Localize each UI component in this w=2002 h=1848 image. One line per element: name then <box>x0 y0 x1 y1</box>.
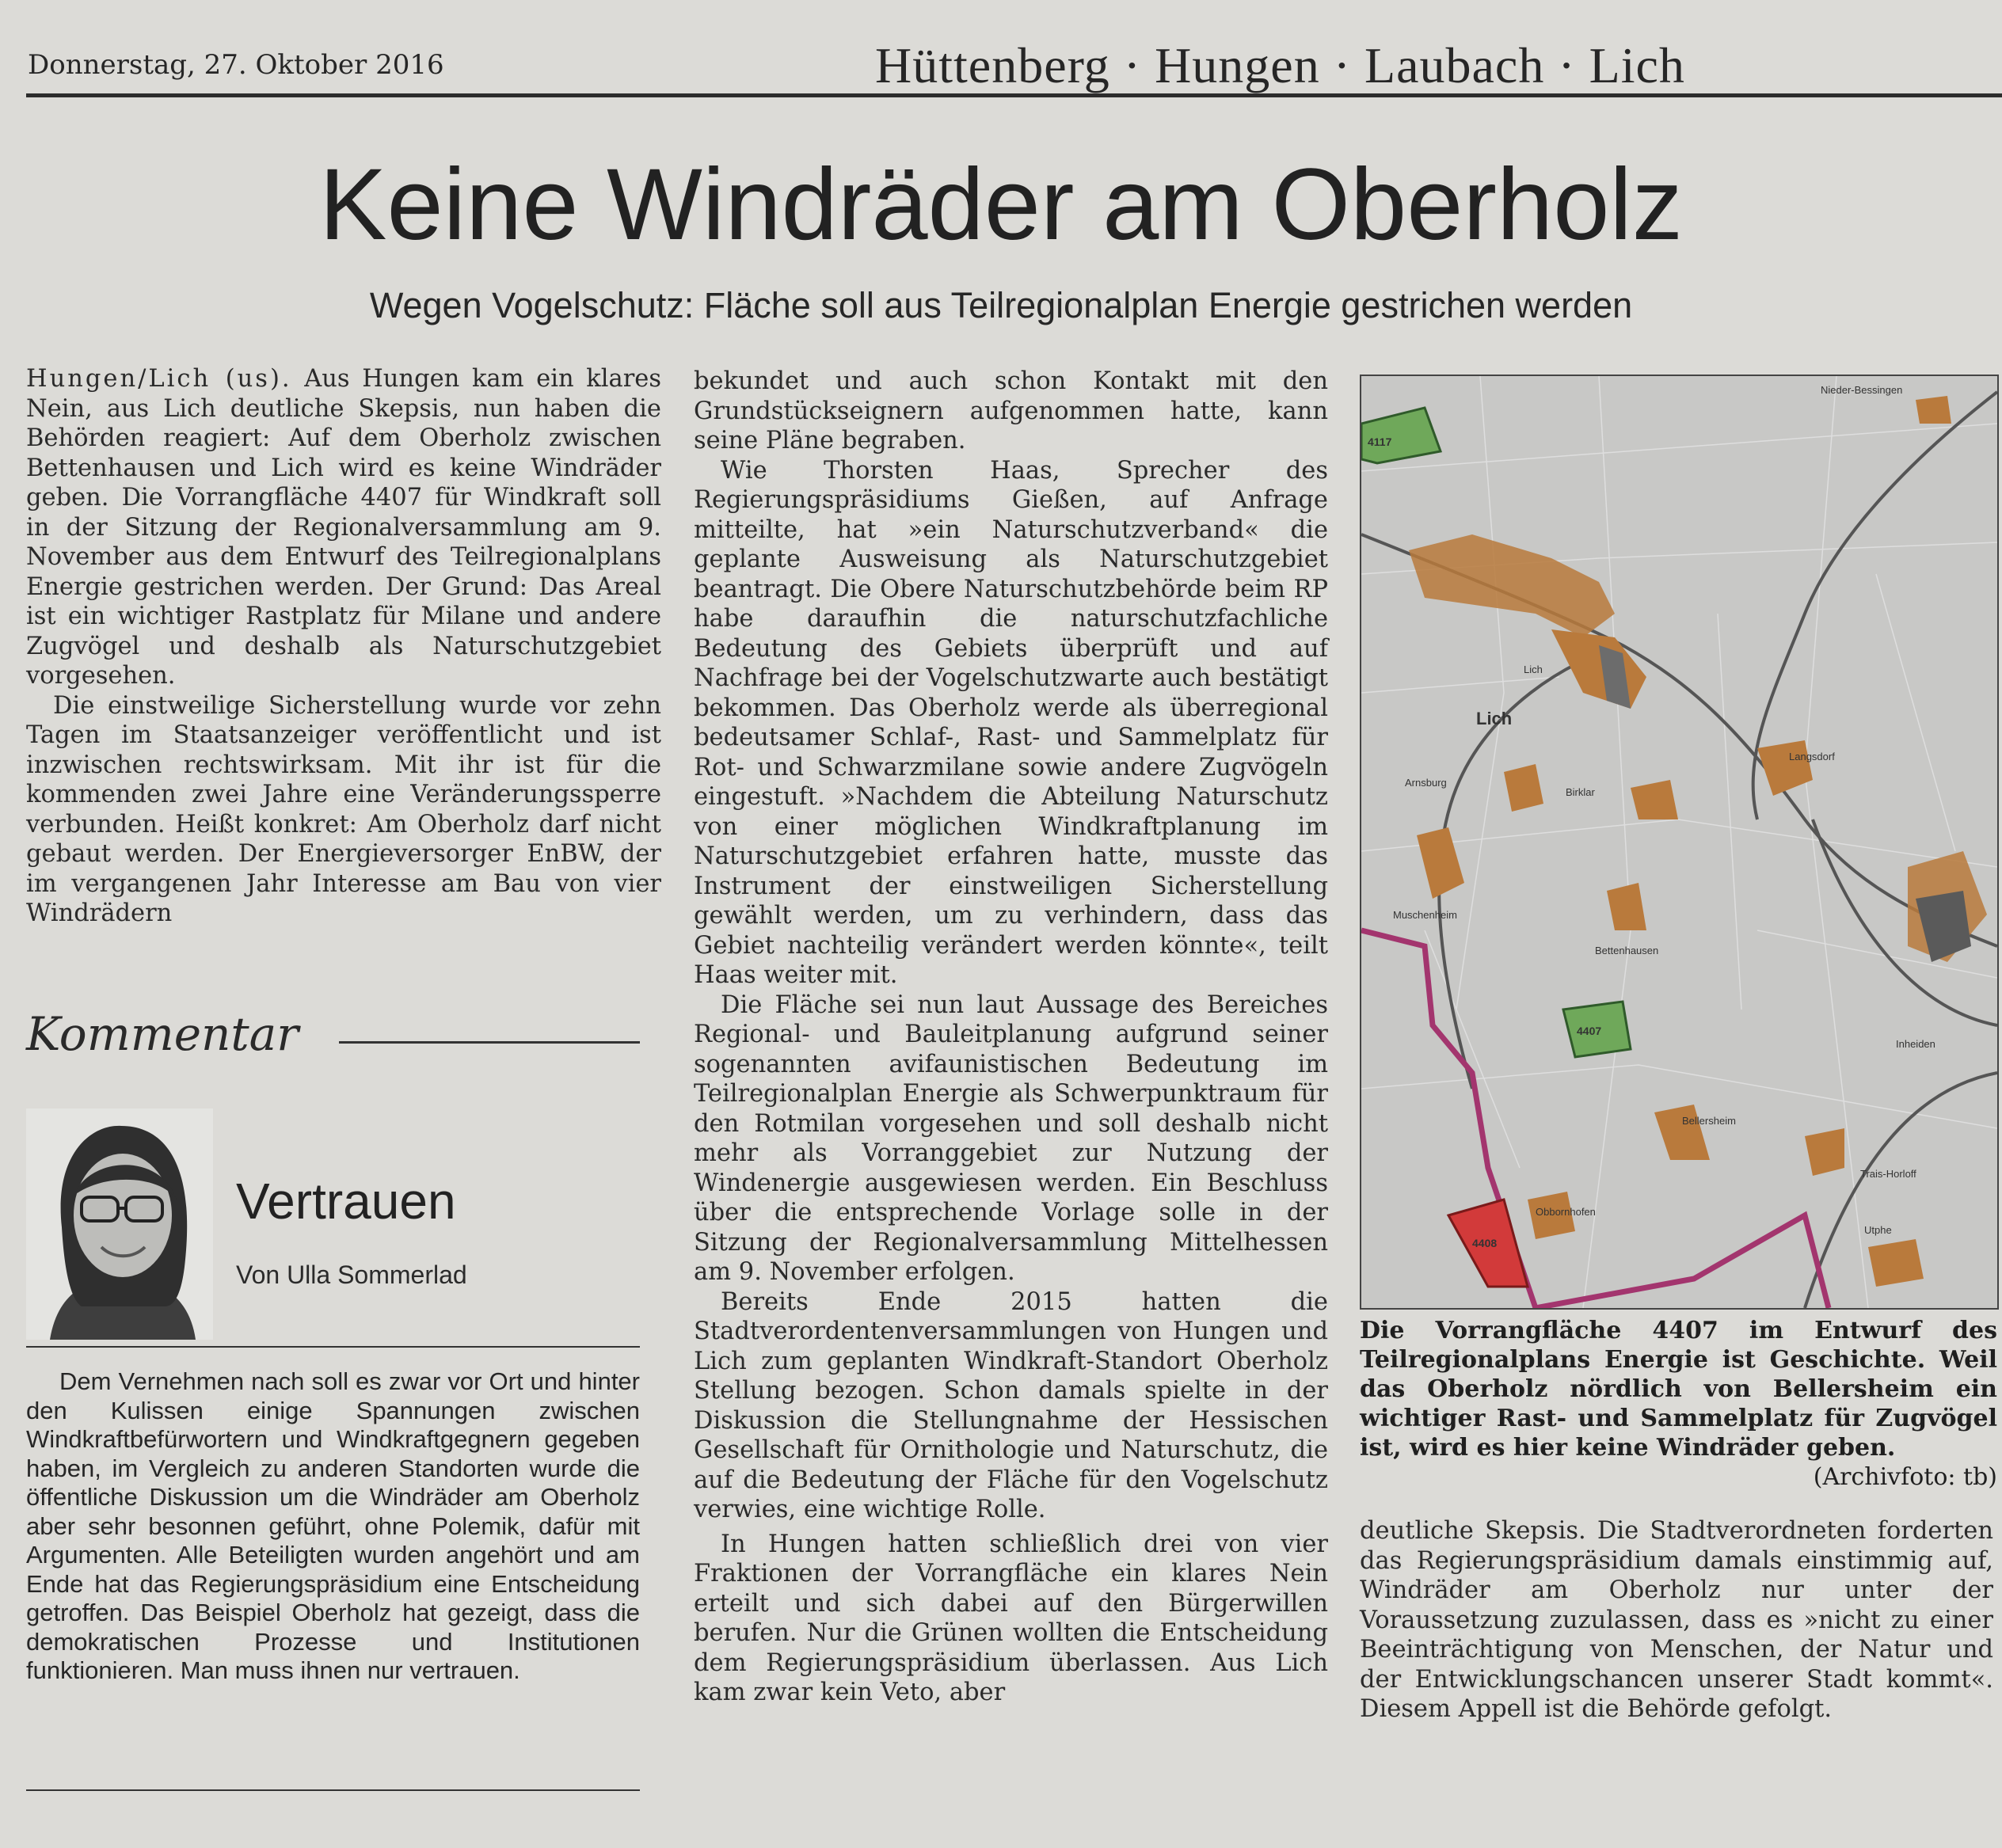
commentary-paragraph: Dem Vernehmen nach soll es zwar vor Ort und hinter den Kulissen einige Spannungen zwischen Windkraftbefürwortern und Windkraftgegnern gegeben haben, im Vergleich zu anderen Standorten wurde die öffentliche Diskussion um die Windräder am Oberholz aber sehr besonnen geführt, ohne Polemik, dafür mit Argumenten. Alle Beteiligten wurden angehört und am Ende hat das Regierungspräsidium eine Entscheidung getroffen. Das Beispiel Oberholz hat gezeigt, dass die demokratischen Prozesse und Institutionen funktionieren. Man muss ihnen nur vertrauen. <box>26 1367 640 1684</box>
masthead-rule <box>26 93 2002 97</box>
place-label: Inheiden <box>1896 1038 1935 1050</box>
photo-credit: (Archivfoto: tb) <box>1813 1463 1997 1491</box>
article-paragraph: Die Fläche sei nun laut Aussage des Bereiches Regional- und Bauleitplanung aufgrund seiner sogenannten avifaunistischen Bedeutung im Teilregionalplan Energie als Schwerpunktraum für den Rotmilan vorgesehen und soll deshalb nicht mehr als Vorranggebiet zur Nutzung der Windenergie ausgewiesen werden. Ein Beschluss über die entsprechende Vorlage solle in der Sitzung der Regionalversammlung Mittelhessen am 9. November erfolgen. <box>694 991 1328 1286</box>
article-column-1 <box>26 364 661 929</box>
place-label: Obbornhofen <box>1536 1206 1596 1218</box>
place-label: Bellersheim <box>1682 1115 1736 1127</box>
article-paragraph-text: Aus Hungen kam ein klares Nein, aus Lich deutliche Skepsis, nun haben die Behörden reagiert: Auf dem Oberholz zwischen Bettenhausen und Lich wird es keine Windräder geben. Die Vorrangfläche 4407 für Windkraft soll in der Sitzung der Regionalversammlung am 9. November aus dem Entwurf des Teilregionalplans Energie gestrichen werden. Der Grund: Das Areal ist ein wichtiger Rastplatz für Milane und andere Zugvögel und deshalb als Naturschutzgebiet vorgesehen. <box>26 365 661 690</box>
headline: Keine Windräder am Oberholz <box>319 148 1683 261</box>
place-label: Arnsburg <box>1405 777 1447 789</box>
article-paragraph: In Hungen hatten schließlich drei von vier Fraktionen der Vorrangfläche ein klares Nein erteilt und sich dabei auf den Bürgerwillen berufen. Nur die Grünen wollten die Entscheidung dem Regierungspräsidium überlassen. Aus Lich kam zwar kein Veto, aber <box>694 1530 1328 1706</box>
section-places: Hüttenberg · Hungen · Laubach · Lich <box>875 37 1685 93</box>
article-paragraph <box>26 364 661 691</box>
zone-label-4407: 4407 <box>1577 1025 1602 1037</box>
article-paragraph: bekundet und auch schon Kontakt mit den Grundstückseignern aufgenommen hatte, kann seine Pläne begraben. <box>694 367 1328 454</box>
map-caption <box>1360 1316 1997 1492</box>
commentary-label-rule <box>339 1041 640 1044</box>
commentary-divider-bottom <box>26 1789 640 1791</box>
planning-map <box>1360 375 1999 1310</box>
place-label: Langsdorf <box>1789 751 1835 762</box>
subheadline: Wegen Vogelschutz: Fläche soll aus Teilregionalplan Energie gestrichen werden <box>369 285 1633 325</box>
commentary-label: Kommentar <box>26 1007 299 1061</box>
article-paragraph: Bereits Ende 2015 hatten die Stadtverordentenversammlungen von Hungen und Lich zum geplanten Windkraft-Standort Oberholz Stellung bezogen. Schon damals spielte in der Diskussion die Stellungnahme der Hessischen Gesellschaft für Ornithologie und Naturschutz, die auf die Bedeutung der Fläche für den Vogelschutz verwies, eine wichtige Rolle. <box>694 1287 1328 1523</box>
author-portrait <box>26 1108 213 1340</box>
issue-date: Donnerstag, 27. Oktober 2016 <box>28 49 444 81</box>
place-label: Birklar <box>1566 786 1595 798</box>
article-column-3 <box>1360 1516 1993 1724</box>
caption-text: Die Vorrangfläche 4407 im Entwurf des Teilregionalplans Energie ist Geschichte. Weil das Oberholz nördlich von Bellersheim ein wichtiger Rast- und Sammelplatz für Zugvögel ist, wird es hier keine Windräder geben. <box>1360 1317 1997 1462</box>
place-label: Muschenheim <box>1393 909 1457 921</box>
article-paragraph: Wie Thorsten Haas, Sprecher des Regierungspräsidiums Gießen, auf Anfrage mitteilte, hat »ein Naturschutzverband« die geplante Ausweisung als Naturschutzgebiet beantragt. Die Obere Naturschutzbehörde beim RP habe daraufhin die naturschutzfachliche Bedeutung des Gebiets überprüft und auf Nachfrage bei der Vogelschutzwarte auch bestätigt bekommen. Das Oberholz werde als überregional bedeutsamer Schlaf-, Rast- und Sammelplatz für Rot- und Schwarzmilane sowie andere Zugvögeln eingestuft. »Nachdem die Abteilung Naturschutz von einer möglichen Windkraftplanung im Naturschutzgebiet erfahren hatte, musste das Instrument der einstweiligen Sicherstellung gewählt werden, um zu verhindern, dass das Gebiet nachteilig verändert werden könnte«, teilt Haas weiter mit. <box>694 456 1328 989</box>
place-label: Trais-Horloff <box>1860 1168 1916 1180</box>
place-label: Utphe <box>1864 1224 1892 1236</box>
place-label: Nieder-Bessingen <box>1821 384 1903 396</box>
article-paragraph: deutliche Skepsis. Die Stadtverordneten forderten das Regierungspräsidium damals einstimmig auf, Windräder am Oberholz nur unter der Voraussetzung zuzulassen, dass es »nicht zu einer Beeinträchtigung von Menschen, der Natur und der Entwicklungschancen unserer Stadt kommt«. Diesem Appell ist die Behörde gefolgt. <box>1360 1517 1993 1723</box>
place-label: Bettenhausen <box>1595 945 1659 956</box>
place-label: Lich <box>1476 709 1513 728</box>
commentary-body <box>26 1367 640 1686</box>
zone-label-4117: 4117 <box>1368 435 1392 448</box>
commentary-divider-top <box>26 1346 640 1348</box>
article-column-2 <box>694 367 1328 1708</box>
zone-label-4408: 4408 <box>1472 1237 1498 1249</box>
commentary-author: Von Ulla Sommerlad <box>236 1261 467 1289</box>
article-paragraph: Die einstweilige Sicherstellung wurde vor zehn Tagen im Staatsanzeiger veröffentlicht und ist inzwischen rechtswirksam. Mit ihr ist für die kommenden zwei Jahre eine Veränderungssperre verbunden. Heißt konkret: Am Oberholz darf nicht gebaut werden. Der Energieversorger EnBW, der im vergangenen Jahr Interesse am Bau von vier Windrädern <box>26 691 661 927</box>
place-label: Lich <box>1524 664 1543 675</box>
commentary-title: Vertrauen <box>236 1173 456 1230</box>
dateline: Hungen/Lich (us). <box>26 365 292 393</box>
